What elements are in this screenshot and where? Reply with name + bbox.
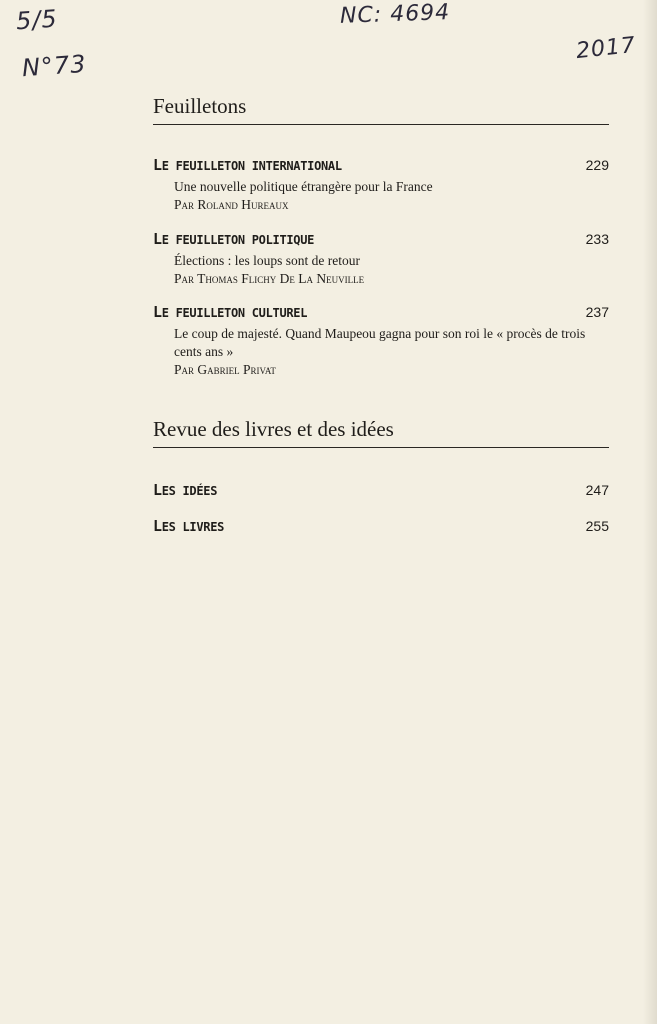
entry-title: LE FEUILLETON INTERNATIONAL <box>153 156 342 174</box>
entry-description: Élections : les loups sont de retour <box>174 253 360 268</box>
page-edge-shadow <box>643 0 657 1024</box>
toc-entry-politique <box>153 230 609 288</box>
entry-title: LES LIVRES <box>153 517 225 535</box>
toc-entry-international <box>153 156 609 214</box>
entry-title: LES IDÉES <box>153 481 218 499</box>
toc-entry-culturel <box>153 303 609 379</box>
section-title: Revue des livres et des idées <box>153 416 609 448</box>
entry-title: LE FEUILLETON POLITIQUE <box>153 230 315 248</box>
page-number: 229 <box>585 157 609 173</box>
page-number: 233 <box>585 231 609 247</box>
section-feuilletons <box>153 93 609 125</box>
entry-author: Par Roland Hureaux <box>174 197 289 212</box>
toc-entry-livres <box>153 517 609 535</box>
toc-entry-idees <box>153 481 609 499</box>
entry-description: Une nouvelle politique étrangère pour la France <box>174 179 433 194</box>
entry-author: Par Gabriel Privat <box>174 362 276 377</box>
section-title: Feuilletons <box>153 93 609 125</box>
handwritten-code: NC: 4694 <box>339 0 451 29</box>
handwritten-issue-number: N°73 <box>21 49 88 83</box>
section-revue <box>153 416 609 448</box>
entry-author: Par Thomas Flichy De La Neuville <box>174 271 365 286</box>
page-number: 255 <box>585 518 609 534</box>
entry-title: LE FEUILLETON CULTUREL <box>153 303 308 321</box>
entry-description: Le coup de majesté. Quand Maupeou gagna pour son roi le « procès de trois cents ans » <box>174 326 586 359</box>
page-number: 237 <box>585 304 609 320</box>
page-number: 247 <box>585 482 609 498</box>
handwritten-year: 2017 <box>574 32 638 65</box>
handwritten-fraction: 5/5 <box>15 4 59 36</box>
